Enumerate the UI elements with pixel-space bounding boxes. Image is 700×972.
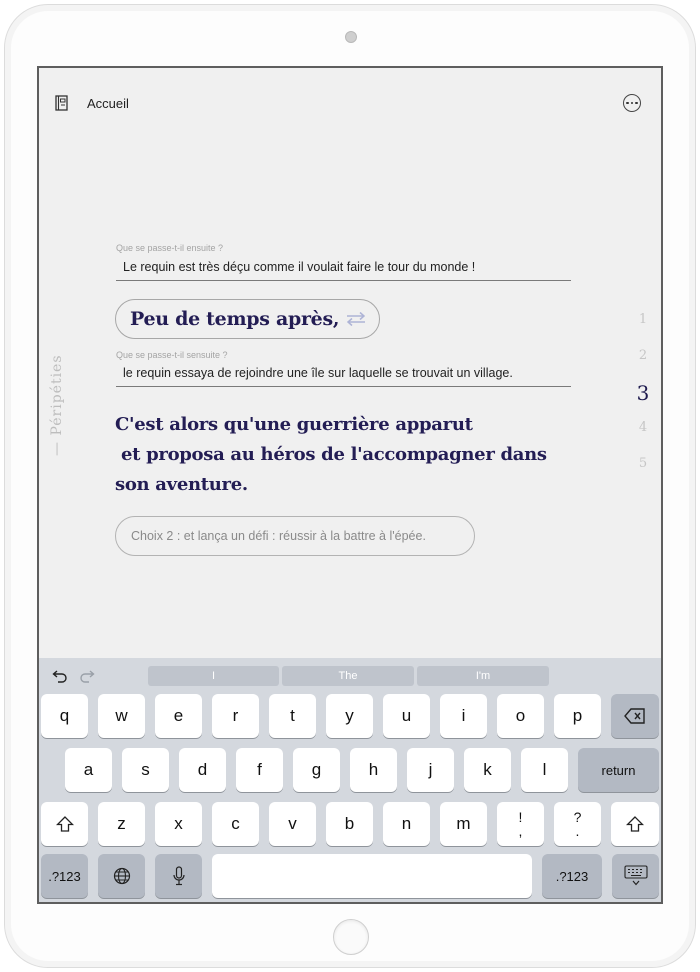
key-l[interactable]: l	[521, 748, 568, 792]
key-p[interactable]: p	[554, 694, 601, 738]
choice-button[interactable]: Choix 2 : et lança un défi : réussir à la battre à l'épée.	[115, 516, 475, 556]
key-n[interactable]: n	[383, 802, 430, 846]
key-m[interactable]: m	[440, 802, 487, 846]
story-text[interactable]	[115, 410, 585, 500]
key-question-period[interactable]	[554, 802, 601, 846]
camera	[345, 31, 357, 43]
key-q[interactable]: q	[41, 694, 88, 738]
redo-icon[interactable]	[79, 669, 95, 683]
key-z[interactable]: z	[98, 802, 145, 846]
section-label: — Péripéties	[49, 354, 65, 456]
shift-key-right[interactable]	[611, 802, 659, 846]
key-w[interactable]: w	[98, 694, 145, 738]
step-5[interactable]: 5	[638, 456, 648, 471]
key-i[interactable]: i	[440, 694, 487, 738]
answer-field[interactable]: Le requin est très déçu comme il voulait faire le tour du monde !	[116, 257, 571, 281]
backspace-key[interactable]	[611, 694, 659, 738]
shift-icon	[56, 816, 74, 832]
space-key[interactable]	[212, 854, 532, 898]
step-1[interactable]: 1	[638, 312, 648, 327]
numbers-key[interactable]: .?123	[41, 854, 88, 898]
key-s[interactable]: s	[122, 748, 169, 792]
answer-field-2[interactable]: le requin essaya de rejoindre une île sur laquelle se trouvait un village.	[116, 363, 571, 387]
key-t[interactable]: t	[269, 694, 316, 738]
hide-keyboard-key[interactable]	[612, 854, 659, 898]
globe-key[interactable]	[98, 854, 145, 898]
more-icon[interactable]	[623, 94, 641, 112]
shift-key-left[interactable]	[41, 802, 88, 846]
home-button[interactable]	[333, 919, 369, 955]
swap-arrows-icon[interactable]	[344, 311, 368, 327]
connector-button[interactable]	[115, 299, 380, 339]
on-screen-keyboard	[39, 658, 661, 904]
question-label: Que se passe-t-il ensuite ?	[116, 243, 224, 253]
key-symbol: ,	[518, 823, 523, 839]
key-r[interactable]: r	[212, 694, 259, 738]
microphone-key[interactable]	[155, 854, 202, 898]
key-o[interactable]: o	[497, 694, 544, 738]
question-label-2: Que se passe-t-il sensuite ?	[116, 350, 228, 360]
step-2[interactable]: 2	[638, 348, 648, 363]
suggestion[interactable]: I'm	[417, 666, 549, 686]
microphone-icon	[172, 866, 186, 886]
book-icon[interactable]	[53, 94, 71, 112]
step-3[interactable]: 3	[636, 381, 650, 405]
key-v[interactable]: v	[269, 802, 316, 846]
key-a[interactable]: a	[65, 748, 112, 792]
key-f[interactable]: f	[236, 748, 283, 792]
connector-label: Peu de temps après,	[130, 308, 340, 330]
return-key[interactable]: return	[578, 748, 659, 792]
key-h[interactable]: h	[350, 748, 397, 792]
hide-keyboard-icon	[624, 865, 648, 887]
key-e[interactable]: e	[155, 694, 202, 738]
globe-icon	[113, 867, 131, 885]
key-x[interactable]: x	[155, 802, 202, 846]
key-k[interactable]: k	[464, 748, 511, 792]
suggestion[interactable]: I	[148, 666, 279, 686]
key-j[interactable]: j	[407, 748, 454, 792]
key-symbol: ?	[573, 809, 582, 825]
key-exclam-comma[interactable]	[497, 802, 544, 846]
key-symbol: !	[518, 809, 523, 825]
story-line: et proposa au héros de l'accompagner dans	[115, 444, 547, 465]
key-d[interactable]: d	[179, 748, 226, 792]
app-screen	[37, 66, 663, 904]
story-line: son aventure.	[115, 474, 248, 495]
key-c[interactable]: c	[212, 802, 259, 846]
story-line: C'est alors qu'une guerrière apparut	[115, 414, 473, 435]
key-y[interactable]: y	[326, 694, 373, 738]
key-g[interactable]: g	[293, 748, 340, 792]
page-title[interactable]: Accueil	[87, 96, 129, 111]
key-b[interactable]: b	[326, 802, 373, 846]
key-symbol: .	[575, 823, 580, 839]
suggestion[interactable]: The	[282, 666, 414, 686]
backspace-icon	[624, 708, 646, 724]
step-4[interactable]: 4	[638, 420, 648, 435]
numbers-key-right[interactable]: .?123	[542, 854, 602, 898]
undo-icon[interactable]	[52, 669, 68, 683]
key-u[interactable]: u	[383, 694, 430, 738]
shift-icon	[626, 816, 644, 832]
